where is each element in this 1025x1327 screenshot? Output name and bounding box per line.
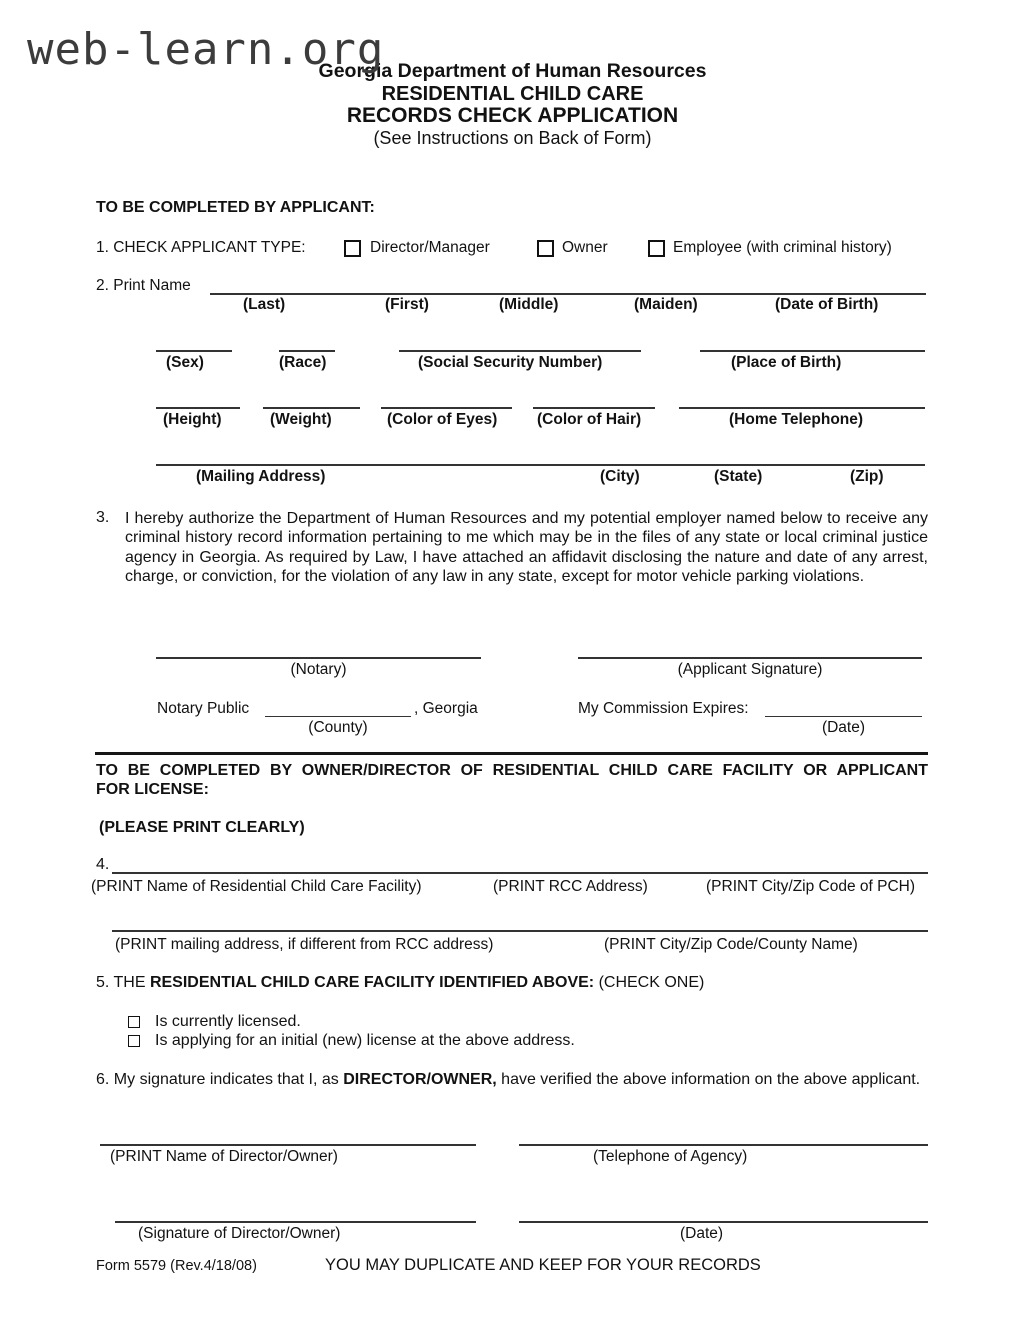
option-label-owner: Owner [562,239,608,256]
signature-statement-suffix: have verified the above information on the above applicant. [496,1071,921,1088]
field-label-hair-color: (Color of Hair) [537,411,642,428]
authorization-paragraph: I hereby authorize the Department of Human Resources and my potential employer named below to receive any criminal history record information pertaining to me which may be in the files of any state or local criminal justice agency in Georgia. As required by Law, I have attached an affidavit disclosing the nature and date of any arrest, charge, or conviction, for the violation of any law in any state, except for motor vehicle parking violations. [125,510,928,585]
field-label-director-name: (PRINT Name of Director/Owner) [110,1148,338,1165]
duplicate-notice: YOU MAY DUPLICATE AND KEEP FOR YOUR RECORDS [325,1256,761,1274]
field-label-place-of-birth: (Place of Birth) [731,354,842,371]
agency-name: Georgia Department of Human Resources [318,60,707,82]
field-label-city-zip-county: (PRINT City/Zip Code/County Name) [604,936,858,953]
height-field-line[interactable] [156,407,240,409]
director-name-field-line[interactable] [100,1144,476,1146]
eye-color-field-line[interactable] [381,407,512,409]
signature-statement-bold: DIRECTOR/OWNER, [343,1071,497,1088]
commission-date-field-line[interactable] [765,716,922,717]
sex-field-line[interactable] [156,350,232,352]
field-label-eye-color: (Color of Eyes) [387,411,498,428]
county-field-line[interactable] [265,716,411,717]
notary-signature-line[interactable] [156,657,481,659]
field-label-middle: (Middle) [499,296,559,313]
facility-status-prefix: 5. THE [96,974,150,991]
field-label-mailing-address: (Mailing Address) [196,468,326,485]
telephone-field-line[interactable] [519,1144,928,1146]
field-label-state: (State) [714,468,763,485]
checkbox-employee[interactable] [648,240,665,257]
field-label-facility-mailing-address: (PRINT mailing address, if different from RCC address) [115,936,494,953]
place-of-birth-field-line[interactable] [700,350,925,352]
print-name-label: 2. Print Name [96,277,191,294]
option-label-currently-licensed: Is currently licensed. [155,1013,301,1030]
form-subtitle: (See Instructions on Back of Form) [373,128,652,148]
facility-status-suffix: (CHECK ONE) [594,974,705,991]
section-divider [95,752,928,755]
form-title-line1: RESIDENTIAL CHILD CARE [381,83,644,105]
checkbox-director-manager[interactable] [344,240,361,257]
field-label-maiden: (Maiden) [634,296,698,313]
field-label-zip: (Zip) [850,468,884,485]
field-label-facility-name: (PRINT Name of Residential Child Care Facility) [91,878,422,895]
field-label-date-of-birth: (Date of Birth) [775,296,879,313]
notary-line-label: (Notary) [290,661,347,678]
field-label-height: (Height) [163,411,222,428]
notary-public-label: Notary Public [157,700,250,717]
facility-info-field-line[interactable] [112,872,928,874]
applicant-signature-line[interactable] [578,657,922,659]
authorization-item-number: 3. [96,509,110,526]
field-label-first: (First) [385,296,429,313]
option-label-initial-license: Is applying for an initial (new) license at the above address. [155,1032,575,1049]
mailing-address-field-line[interactable] [156,464,925,466]
form-title-line2: RECORDS CHECK APPLICATION [346,104,679,127]
field-label-sex: (Sex) [166,354,204,371]
option-label-employee: Employee (with criminal history) [673,239,892,256]
field-label-director-signature: (Signature of Director/Owner) [138,1225,341,1242]
ssn-field-line[interactable] [399,350,641,352]
field-label-home-telephone: (Home Telephone) [729,411,864,428]
checkbox-owner[interactable] [537,240,554,257]
checkbox-initial-license[interactable] [128,1035,140,1047]
date-field-line[interactable] [519,1221,928,1223]
commission-expires-label: My Commission Expires: [578,700,749,717]
signature-statement-item [96,1070,931,1089]
form-number: Form 5579 (Rev.4/18/08) [96,1258,257,1274]
field-label-date: (Date) [680,1225,724,1242]
field-label-city: (City) [600,468,640,485]
field-label-race: (Race) [279,354,327,371]
print-clearly-note: (PLEASE PRINT CLEARLY) [99,819,305,836]
field-label-ssn: (Social Security Number) [418,354,603,371]
section-heading-applicant: TO BE COMPLETED BY APPLICANT: [96,199,375,216]
home-telephone-field-line[interactable] [679,407,925,409]
facility-item-number: 4. [96,856,110,873]
applicant-type-label: 1. CHECK APPLICANT TYPE: [96,239,306,256]
race-field-line[interactable] [279,350,335,352]
watermark: web-learn.org [27,24,385,75]
print-name-field-line[interactable] [210,293,926,295]
field-label-weight: (Weight) [270,411,332,428]
field-label-rcc-address: (PRINT RCC Address) [493,878,648,895]
section-heading-owner-line1: TO BE COMPLETED BY OWNER/DIRECTOR OF RESIDENTIAL CHILD CARE FACILITY OR APPLICANT [96,762,928,779]
signature-statement-prefix: 6. My signature indicates that I, as [96,1071,344,1088]
facility-status-item [96,974,704,992]
director-signature-line[interactable] [115,1221,476,1223]
field-label-city-zip-pch: (PRINT City/Zip Code of PCH) [706,878,916,895]
weight-field-line[interactable] [263,407,360,409]
hair-color-field-line[interactable] [533,407,655,409]
applicant-signature-label: (Applicant Signature) [677,661,823,678]
checkbox-currently-licensed[interactable] [128,1016,140,1028]
county-label: (County) [308,719,368,736]
commission-date-label: (Date) [821,719,866,736]
section-heading-owner-line2: FOR LICENSE: [96,781,209,798]
facility-status-bold: RESIDENTIAL CHILD CARE FACILITY IDENTIFIED ABOVE: [149,974,595,991]
option-label-director-manager: Director/Manager [370,239,490,256]
field-label-last: (Last) [243,296,286,313]
georgia-suffix-label: , Georgia [414,700,478,717]
facility-mailing-address-field-line[interactable] [112,930,928,932]
field-label-telephone-agency: (Telephone of Agency) [593,1148,748,1165]
